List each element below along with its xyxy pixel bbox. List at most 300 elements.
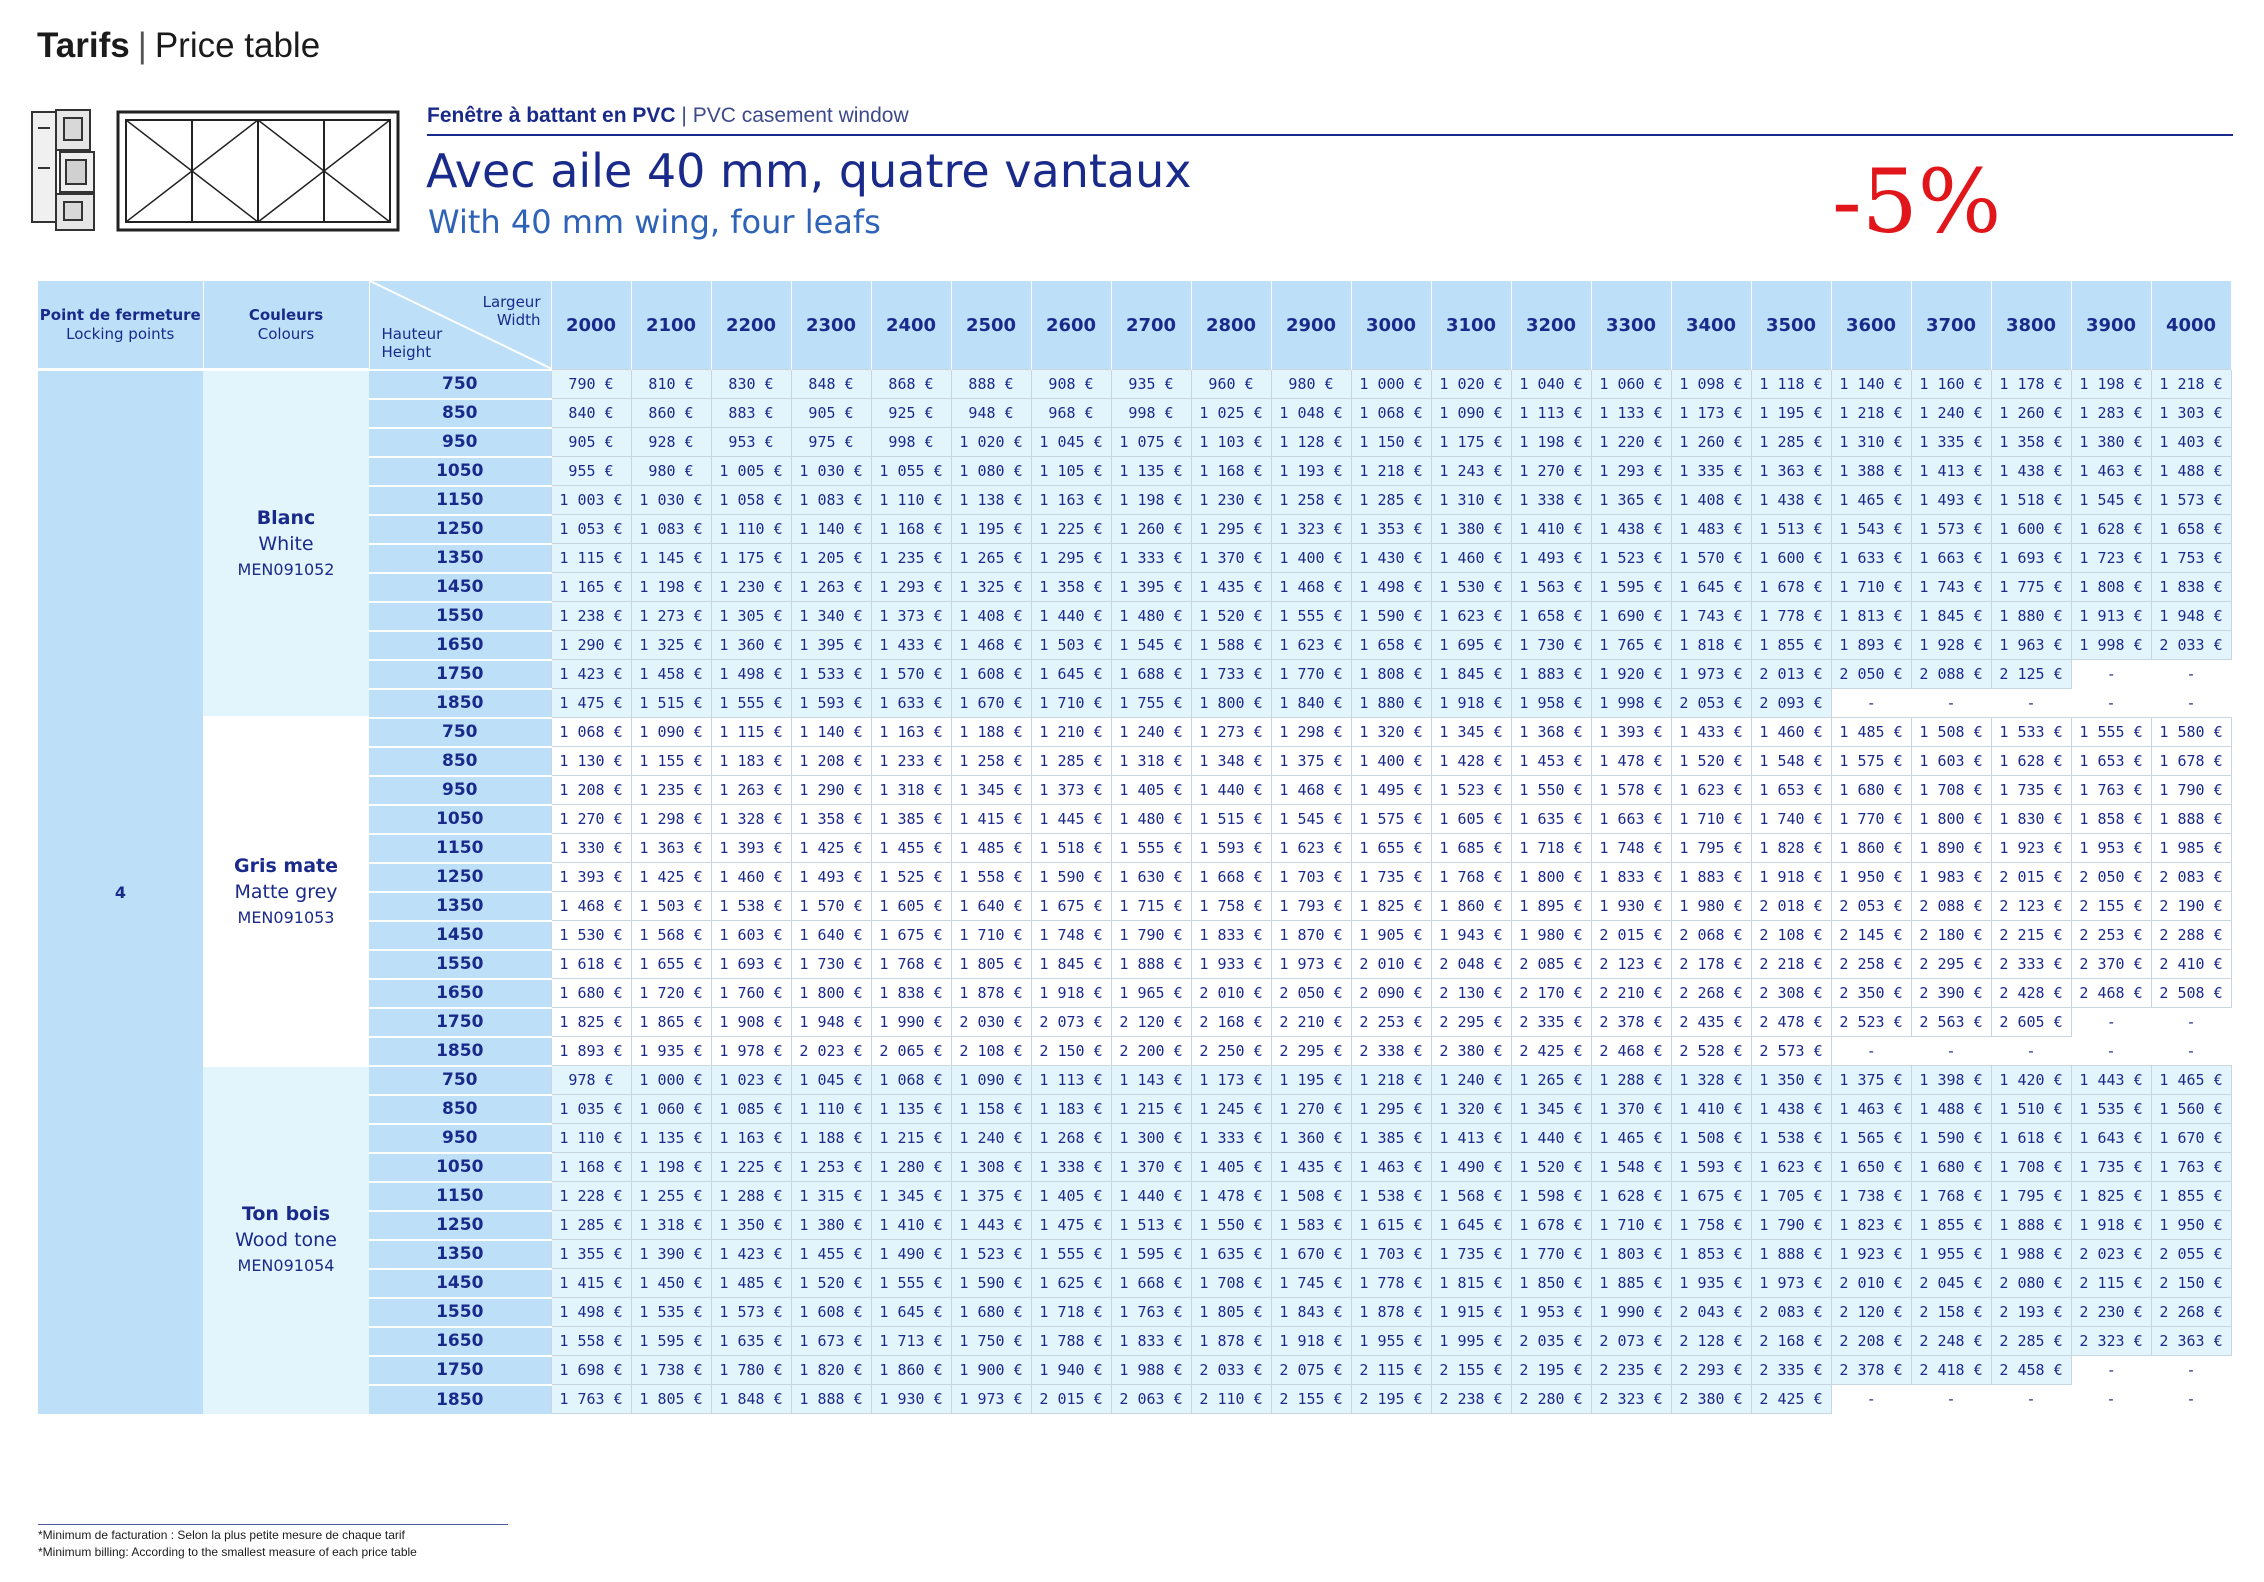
price-cell: 2 055 € — [2151, 1240, 2231, 1269]
price-cell: 1 833 € — [1191, 921, 1271, 950]
price-cell: 1 238 € — [551, 602, 631, 631]
price-cell: 1 075 € — [1111, 428, 1191, 457]
price-cell: 1 090 € — [951, 1066, 1031, 1095]
price-cell: 1 828 € — [1751, 834, 1831, 863]
price-cell: 1 520 € — [1191, 602, 1271, 631]
price-cell: - — [2071, 1037, 2151, 1066]
price-cell: 2 045 € — [1911, 1269, 1991, 1298]
price-cell: 1 115 € — [551, 544, 631, 573]
price-cell: 1 708 € — [1911, 776, 1991, 805]
price-cell: 1 878 € — [951, 979, 1031, 1008]
product-category: Fenêtre à battant en PVC | PVC casement window — [427, 104, 2233, 136]
height-label: 1850 — [369, 689, 551, 718]
price-cell: 1 973 € — [1751, 1269, 1831, 1298]
price-cell: 1 935 € — [631, 1037, 711, 1066]
price-cell: 2 053 € — [1671, 689, 1751, 718]
price-cell: 1 083 € — [631, 515, 711, 544]
price-cell: 1 165 € — [551, 573, 631, 602]
height-label: 1550 — [369, 1298, 551, 1327]
price-cell: 1 930 € — [1591, 892, 1671, 921]
price-cell: 1 345 € — [1431, 718, 1511, 747]
price-cell: - — [2071, 689, 2151, 718]
price-cell: 2 468 € — [1591, 1037, 1671, 1066]
price-cell: 2 178 € — [1671, 950, 1751, 979]
price-cell: 1 990 € — [1591, 1298, 1671, 1327]
price-cell: 1 365 € — [1591, 486, 1671, 515]
price-cell: 1 458 € — [631, 660, 711, 689]
price-cell: 2 428 € — [1991, 979, 2071, 1008]
price-cell: 1 630 € — [1111, 863, 1191, 892]
height-label: 850 — [369, 747, 551, 776]
price-cell: 2 063 € — [1111, 1385, 1191, 1414]
price-cell: 1 393 € — [551, 863, 631, 892]
price-cell: 1 290 € — [791, 776, 871, 805]
price-cell: 2 068 € — [1671, 921, 1751, 950]
price-cell: 1 320 € — [1431, 1095, 1511, 1124]
price-cell: 1 430 € — [1351, 544, 1431, 573]
price-cell: 2 170 € — [1511, 979, 1591, 1008]
price-cell: 1 920 € — [1591, 660, 1671, 689]
price-cell: 1 680 € — [951, 1298, 1031, 1327]
price-cell: 1 623 € — [1671, 776, 1751, 805]
price-cell: 1 198 € — [2071, 370, 2151, 399]
price-cell: 1 833 € — [1111, 1327, 1191, 1356]
price-cell: 1 570 € — [1671, 544, 1751, 573]
price-cell: 2 380 € — [1671, 1385, 1751, 1414]
price-cell: 2 563 € — [1911, 1008, 1991, 1037]
price-cell: 1 880 € — [1991, 602, 2071, 631]
price-cell: 1 590 € — [1911, 1124, 1991, 1153]
price-cell: 2 280 € — [1511, 1385, 1591, 1414]
price-cell: 1 593 € — [1191, 834, 1271, 863]
price-cell: 1 000 € — [631, 1066, 711, 1095]
price-cell: 1 763 € — [1111, 1298, 1191, 1327]
price-cell: 2 155 € — [1271, 1385, 1351, 1414]
price-cell: 1 790 € — [1111, 921, 1191, 950]
product-title-en: With 40 mm wing, four leafs — [428, 203, 881, 241]
price-cell: 1 678 € — [2151, 747, 2231, 776]
price-cell: 1 480 € — [1111, 602, 1191, 631]
price-cell: 1 218 € — [1351, 457, 1431, 486]
header-width-4000: 4000 — [2151, 281, 2231, 370]
price-cell: 1 350 € — [1751, 1066, 1831, 1095]
height-label: 850 — [369, 399, 551, 428]
price-cell: 1 775 € — [1991, 573, 2071, 602]
price-cell: 1 498 € — [1351, 573, 1431, 602]
price-cell: 1 068 € — [871, 1066, 951, 1095]
colour-group-label — [203, 370, 369, 718]
header-width-3800: 3800 — [1991, 281, 2071, 370]
price-cell: 2 523 € — [1831, 1008, 1911, 1037]
price-cell: 1 703 € — [1351, 1240, 1431, 1269]
price-cell: 1 443 € — [2071, 1066, 2151, 1095]
price-cell: 1 080 € — [951, 457, 1031, 486]
price-cell: 2 193 € — [1991, 1298, 2071, 1327]
price-cell: 1 370 € — [1591, 1095, 1671, 1124]
colour-name-en: White — [258, 532, 314, 555]
price-cell: 1 590 € — [1031, 863, 1111, 892]
price-cell: 1 865 € — [631, 1008, 711, 1037]
price-cell: 1 990 € — [871, 1008, 951, 1037]
price-cell: 2 115 € — [2071, 1269, 2151, 1298]
price-cell: 1 578 € — [1591, 776, 1671, 805]
height-label: 950 — [369, 1124, 551, 1153]
price-cell: - — [2151, 1008, 2231, 1037]
price-cell: 1 445 € — [1031, 805, 1111, 834]
price-cell: 860 € — [631, 399, 711, 428]
price-cell: 1 658 € — [2151, 515, 2231, 544]
price-cell: 2 528 € — [1671, 1037, 1751, 1066]
price-cell: 975 € — [791, 428, 871, 457]
price-cell: 1 220 € — [1591, 428, 1671, 457]
price-cell: 2 030 € — [951, 1008, 1031, 1037]
price-cell: 1 590 € — [1351, 602, 1431, 631]
price-cell: 1 673 € — [791, 1327, 871, 1356]
price-cell: 1 763 € — [2151, 1153, 2231, 1182]
height-label: 1450 — [369, 1269, 551, 1298]
price-cell: 1 338 € — [1031, 1153, 1111, 1182]
price-cell: 1 800 € — [791, 979, 871, 1008]
price-cell: - — [2071, 1008, 2151, 1037]
price-cell: 1 420 € — [1991, 1066, 2071, 1095]
price-cell: 1 133 € — [1591, 399, 1671, 428]
price-cell: 1 795 € — [1671, 834, 1751, 863]
price-cell: 1 310 € — [1831, 428, 1911, 457]
price-cell: 1 398 € — [1911, 1066, 1991, 1095]
colour-name-fr: Gris mate — [234, 854, 338, 877]
price-cell: 1 168 € — [1191, 457, 1271, 486]
price-cell: 1 230 € — [711, 573, 791, 602]
price-cell: 2 435 € — [1671, 1008, 1751, 1037]
price-cell: 1 060 € — [631, 1095, 711, 1124]
price-cell: 1 750 € — [951, 1327, 1031, 1356]
price-cell: 1 173 € — [1671, 399, 1751, 428]
price-cell: 2 123 € — [1991, 892, 2071, 921]
price-cell: 1 308 € — [951, 1153, 1031, 1182]
page-title: Tarifs | Price table — [37, 26, 321, 65]
price-cell: 2 080 € — [1991, 1269, 2071, 1298]
price-cell: 1 208 € — [791, 747, 871, 776]
price-cell: 1 105 € — [1031, 457, 1111, 486]
price-cell: 1 595 € — [1591, 573, 1671, 602]
price-cell: 1 395 € — [1111, 573, 1191, 602]
price-cell: 2 410 € — [2151, 950, 2231, 979]
price-cell: 1 555 € — [871, 1269, 951, 1298]
price-cell: 1 020 € — [951, 428, 1031, 457]
price-cell: 1 685 € — [1431, 834, 1511, 863]
price-cell: 1 375 € — [1831, 1066, 1911, 1095]
height-label: 1750 — [369, 660, 551, 689]
price-cell: 2 033 € — [2151, 631, 2231, 660]
price-cell: 810 € — [631, 370, 711, 399]
height-label: 1550 — [369, 602, 551, 631]
price-cell: 1 163 € — [1031, 486, 1111, 515]
header-width-3300: 3300 — [1591, 281, 1671, 370]
price-cell: 1 475 € — [551, 689, 631, 718]
profile-section-icon — [32, 110, 94, 230]
price-cell: 1 000 € — [1351, 370, 1431, 399]
price-cell: 1 048 € — [1271, 399, 1351, 428]
height-label: 1250 — [369, 515, 551, 544]
price-cell: 1 090 € — [1431, 399, 1511, 428]
price-cell: 2 088 € — [1911, 660, 1991, 689]
price-cell: 1 138 € — [951, 486, 1031, 515]
price-cell: 1 260 € — [1111, 515, 1191, 544]
price-cell: 935 € — [1111, 370, 1191, 399]
price-cell: 868 € — [871, 370, 951, 399]
price-cell: 1 623 € — [1751, 1153, 1831, 1182]
price-cell: 1 718 € — [1031, 1298, 1111, 1327]
price-cell: 1 998 € — [2071, 631, 2151, 660]
price-cell: 2 210 € — [1591, 979, 1671, 1008]
price-cell: 1 273 € — [1191, 718, 1271, 747]
price-cell: 1 128 € — [1271, 428, 1351, 457]
price-cell: 1 623 € — [1271, 834, 1351, 863]
price-cell: 1 318 € — [1111, 747, 1191, 776]
price-cell: 1 520 € — [1511, 1153, 1591, 1182]
price-cell: 1 510 € — [1991, 1095, 2071, 1124]
price-cell: 1 258 € — [1271, 486, 1351, 515]
price-cell: 1 518 € — [1031, 834, 1111, 863]
height-label: 1450 — [369, 573, 551, 602]
price-cell: - — [2151, 660, 2231, 689]
price-cell: 2 248 € — [1911, 1327, 1991, 1356]
price-cell: 2 033 € — [1191, 1356, 1271, 1385]
price-cell: 1 838 € — [2151, 573, 2231, 602]
price-cell: 1 270 € — [1271, 1095, 1351, 1124]
price-cell: 1 805 € — [631, 1385, 711, 1414]
price-cell: 1 735 € — [2071, 1153, 2151, 1182]
height-label: 1850 — [369, 1385, 551, 1414]
price-cell: 1 425 € — [631, 863, 711, 892]
price-cell: 1 690 € — [1591, 602, 1671, 631]
colour-reference: MEN091052 — [237, 559, 335, 579]
price-cell: 1 195 € — [951, 515, 1031, 544]
price-cell: 1 198 € — [1511, 428, 1591, 457]
price-cell: - — [2071, 660, 2151, 689]
height-label: 950 — [369, 428, 551, 457]
price-cell: 1 963 € — [1991, 631, 2071, 660]
price-cell: 1 745 € — [1271, 1269, 1351, 1298]
price-cell: 1 508 € — [1911, 718, 1991, 747]
price-cell: 1 555 € — [711, 689, 791, 718]
price-cell: 2 478 € — [1751, 1008, 1831, 1037]
height-label: 750 — [369, 718, 551, 747]
header-width-3100: 3100 — [1431, 281, 1511, 370]
price-cell: 1 390 € — [631, 1240, 711, 1269]
height-label: 1150 — [369, 834, 551, 863]
price-cell: 1 793 € — [1271, 892, 1351, 921]
price-cell: 1 320 € — [1351, 718, 1431, 747]
price-cell: 1 253 € — [791, 1153, 871, 1182]
price-cell: 1 315 € — [791, 1182, 871, 1211]
price-cell: 928 € — [631, 428, 711, 457]
price-cell: 1 460 € — [1751, 718, 1831, 747]
header-width-2200: 2200 — [711, 281, 791, 370]
price-cell: 1 493 € — [1511, 544, 1591, 573]
price-cell: 1 980 € — [1511, 921, 1591, 950]
header-width-3500: 3500 — [1751, 281, 1831, 370]
price-cell: 1 573 € — [711, 1298, 791, 1327]
price-cell: 1 663 € — [1591, 805, 1671, 834]
price-cell: 2 378 € — [1831, 1356, 1911, 1385]
price-cell: 2 208 € — [1831, 1327, 1911, 1356]
price-cell: 2 258 € — [1831, 950, 1911, 979]
price-cell: 1 285 € — [551, 1211, 631, 1240]
page-title-bold: Tarifs — [37, 26, 130, 65]
price-cell: 1 478 € — [1191, 1182, 1271, 1211]
header-width: Largeur Width — [482, 293, 541, 329]
price-cell: 1 848 € — [711, 1385, 791, 1414]
price-cell: 1 538 € — [1351, 1182, 1431, 1211]
price-cell: 1 363 € — [1751, 457, 1831, 486]
price-cell: 1 703 € — [1271, 863, 1351, 892]
price-cell: 1 973 € — [1671, 660, 1751, 689]
price-cell: 1 608 € — [791, 1298, 871, 1327]
price-cell: 1 918 € — [1431, 689, 1511, 718]
price-cell: 2 285 € — [1991, 1327, 2071, 1356]
price-cell: 2 390 € — [1911, 979, 1991, 1008]
height-label: 1750 — [369, 1008, 551, 1037]
price-cell: 1 240 € — [1431, 1066, 1511, 1095]
height-label: 1850 — [369, 1037, 551, 1066]
price-cell: 1 423 € — [551, 660, 631, 689]
price-cell: 1 680 € — [1911, 1153, 1991, 1182]
price-cell: 1 523 € — [1431, 776, 1511, 805]
header-width-2700: 2700 — [1111, 281, 1191, 370]
price-cell: 1 788 € — [1031, 1327, 1111, 1356]
price-cell: 1 738 € — [1831, 1182, 1911, 1211]
price-table — [38, 281, 2232, 1414]
price-cell: 1 560 € — [2151, 1095, 2231, 1124]
price-cell: 2 168 € — [1751, 1327, 1831, 1356]
price-cell: 1 738 € — [631, 1356, 711, 1385]
price-cell: 1 748 € — [1591, 834, 1671, 863]
price-cell: 1 755 € — [1111, 689, 1191, 718]
price-cell: 1 770 € — [1511, 1240, 1591, 1269]
price-cell: 1 208 € — [551, 776, 631, 805]
price-cell: 1 405 € — [1191, 1153, 1271, 1182]
price-cell: 2 235 € — [1591, 1356, 1671, 1385]
price-cell: 1 438 € — [1991, 457, 2071, 486]
price-cell: 1 425 € — [791, 834, 871, 863]
price-cell: 1 270 € — [551, 805, 631, 834]
price-cell: 1 465 € — [1591, 1124, 1671, 1153]
price-cell: 1 495 € — [1351, 776, 1431, 805]
price-cell: 2 293 € — [1671, 1356, 1751, 1385]
price-cell: 1 565 € — [1831, 1124, 1911, 1153]
price-cell: 1 803 € — [1591, 1240, 1671, 1269]
price-cell: 1 705 € — [1751, 1182, 1831, 1211]
price-cell: 1 753 € — [2151, 544, 2231, 573]
price-cell: 1 405 € — [1111, 776, 1191, 805]
price-cell: 1 188 € — [791, 1124, 871, 1153]
price-cell: 1 508 € — [1671, 1124, 1751, 1153]
price-cell: 1 225 € — [1031, 515, 1111, 544]
price-cell: 1 830 € — [1991, 805, 2071, 834]
price-cell: 1 395 € — [791, 631, 871, 660]
price-cell: 1 813 € — [1831, 602, 1911, 631]
price-cell: - — [1911, 689, 1991, 718]
price-cell: 1 375 € — [1271, 747, 1351, 776]
price-cell: 1 260 € — [1671, 428, 1751, 457]
price-cell: 1 198 € — [1111, 486, 1191, 515]
height-label: 1550 — [369, 950, 551, 979]
price-cell: 1 110 € — [791, 1095, 871, 1124]
price-cell: 1 515 € — [631, 689, 711, 718]
price-cell: 1 188 € — [951, 718, 1031, 747]
price-cell: 1 800 € — [1191, 689, 1271, 718]
price-cell: 1 435 € — [1271, 1153, 1351, 1182]
table-row — [38, 1066, 2231, 1095]
price-cell: 1 790 € — [1751, 1211, 1831, 1240]
price-cell: 1 780 € — [711, 1356, 791, 1385]
price-cell: 1 345 € — [871, 1182, 951, 1211]
price-cell: 1 643 € — [2071, 1124, 2151, 1153]
price-cell: 1 155 € — [631, 747, 711, 776]
price-cell: 1 235 € — [871, 544, 951, 573]
price-cell: 1 883 € — [1671, 863, 1751, 892]
price-cell: 1 518 € — [1991, 486, 2071, 515]
price-cell: 1 650 € — [1831, 1153, 1911, 1182]
price-cell: 1 068 € — [1351, 399, 1431, 428]
price-cell: 1 748 € — [1031, 921, 1111, 950]
price-cell: 1 893 € — [551, 1037, 631, 1066]
price-cell: 1 503 € — [1031, 631, 1111, 660]
price-cell: 2 425 € — [1751, 1385, 1831, 1414]
price-cell: 1 463 € — [2071, 457, 2151, 486]
price-cell: 1 355 € — [551, 1240, 631, 1269]
price-cell: 1 933 € — [1191, 950, 1271, 979]
price-cell: 1 003 € — [551, 486, 631, 515]
price-cell: 1 730 € — [1511, 631, 1591, 660]
locking-points-value: 4 — [38, 370, 203, 1414]
price-cell: 1 678 € — [1751, 573, 1831, 602]
price-cell: 1 288 € — [1591, 1066, 1671, 1095]
price-cell: 1 708 € — [1191, 1269, 1271, 1298]
price-cell: 2 168 € — [1191, 1008, 1271, 1037]
price-cell: 883 € — [711, 399, 791, 428]
price-cell: 1 658 € — [1351, 631, 1431, 660]
price-cell: 1 743 € — [1671, 602, 1751, 631]
price-cell: 1 800 € — [1911, 805, 1991, 834]
price-cell: 1 618 € — [551, 950, 631, 979]
price-cell: 1 855 € — [2151, 1182, 2231, 1211]
price-cell: 1 693 € — [711, 950, 791, 979]
price-cell: 1 710 € — [1831, 573, 1911, 602]
price-cell: 1 385 € — [871, 805, 951, 834]
price-cell: 1 760 € — [711, 979, 791, 1008]
price-cell: 1 400 € — [1351, 747, 1431, 776]
price-cell: 1 433 € — [1671, 718, 1751, 747]
price-cell: 1 325 € — [951, 573, 1031, 602]
price-cell: 1 575 € — [1831, 747, 1911, 776]
page-title-rest: Price table — [154, 26, 321, 65]
price-cell: 1 568 € — [1431, 1182, 1511, 1211]
price-cell: 1 533 € — [1991, 718, 2071, 747]
price-cell: 1 380 € — [791, 1211, 871, 1240]
price-cell: 1 455 € — [791, 1240, 871, 1269]
price-cell: 1 855 € — [1751, 631, 1831, 660]
price-cell: 1 283 € — [2071, 399, 2151, 428]
price-cell: 1 645 € — [1031, 660, 1111, 689]
price-cell: 2 050 € — [1831, 660, 1911, 689]
price-cell: 1 195 € — [1271, 1066, 1351, 1095]
price-cell: 1 030 € — [791, 457, 871, 486]
price-cell: 1 373 € — [1031, 776, 1111, 805]
price-cell: 1 628 € — [1591, 1182, 1671, 1211]
price-cell: 1 260 € — [1991, 399, 2071, 428]
